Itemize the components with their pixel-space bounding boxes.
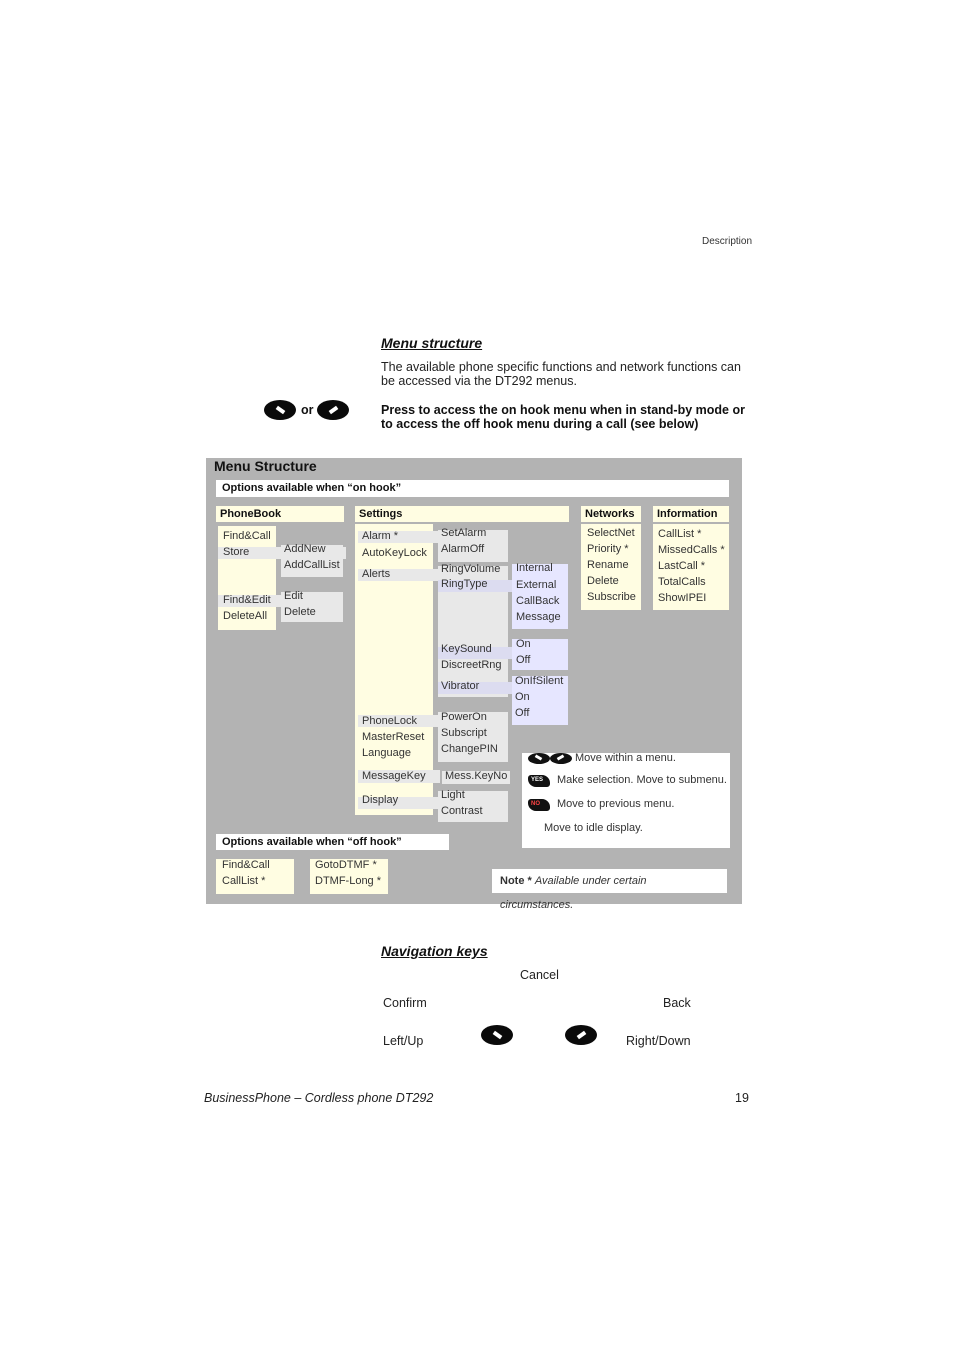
phonebook-item: Find&Call [223, 530, 271, 542]
menu-structure-intro: The available phone specific functions and network functions can be accessed via the DT292 menus. [381, 360, 741, 388]
left-up-key-icon [481, 1025, 513, 1045]
phonebook-item: Find&Edit [223, 594, 271, 606]
vibrator-sub-item: OnIfSilent [515, 675, 564, 687]
ringtype-sub-item: External [516, 579, 557, 591]
alerts-sub-item: KeySound [441, 643, 492, 655]
settings-item: PhoneLock [362, 715, 418, 727]
store-sub-item: AddCallList [284, 559, 340, 571]
phonebook-head: PhoneBook [216, 506, 344, 522]
display-sub-item: Contrast [441, 805, 483, 817]
nav-right-down: Right/Down [626, 1034, 691, 1048]
phonebook-item: Store [223, 546, 250, 558]
phonebook-item: DeleteAll [223, 610, 268, 622]
left-arrow-key-icon [528, 753, 550, 764]
availability-note [492, 869, 727, 911]
settings-head: Settings [355, 506, 569, 522]
settings-item: Language [362, 747, 411, 759]
alerts-sub-item: Vibrator [441, 680, 480, 692]
alarm-sub-item: AlarmOff [441, 543, 485, 555]
alerts-sub-item: RingType [441, 578, 488, 590]
off-hook-item: DTMF-Long * [315, 875, 382, 887]
legend-select: Make selection. Move to submenu. [557, 774, 727, 786]
information-item: TotalCalls [658, 576, 706, 588]
lock-sub-item: PowerOn [441, 711, 487, 723]
off-hook-item: CallList * [222, 875, 266, 887]
menu-structure-heading: Menu structure [381, 335, 483, 351]
note-text: Available under certain circumstances. [500, 875, 647, 911]
yes-key-icon: YES [528, 775, 550, 787]
messagekey-sub-item: Mess.KeyNo [445, 770, 508, 782]
networks-head: Networks [581, 506, 641, 522]
networks-item: Delete [587, 575, 619, 587]
legend-previous: Move to previous menu. [557, 798, 675, 810]
nav-left-up: Left/Up [383, 1034, 424, 1048]
networks-item: Rename [587, 559, 629, 571]
settings-item: MessageKey [362, 770, 426, 782]
diagram-title: Menu Structure [214, 458, 317, 474]
alerts-sub-item: DiscreetRng [441, 659, 502, 671]
nav-back: Back [663, 996, 691, 1010]
right-down-key-icon [565, 1025, 597, 1045]
section-header: Description [702, 236, 753, 247]
page-number: 19 [735, 1091, 749, 1105]
information-item: CallList * [658, 528, 702, 540]
footer-product: BusinessPhone – Cordless phone DT292 [204, 1091, 434, 1105]
settings-item: MasterReset [362, 731, 425, 743]
settings-item: Display [362, 794, 399, 806]
right-arrow-key-icon [550, 753, 572, 764]
nav-cancel: Cancel [520, 968, 559, 982]
nav-confirm: Confirm [383, 996, 427, 1010]
store-sub-item: AddNew [284, 543, 326, 555]
navigation-keys-heading: Navigation keys [381, 943, 488, 959]
ringtype-sub-item: Message [516, 611, 561, 623]
settings-item: AutoKeyLock [362, 547, 427, 559]
keysound-sub-item: Off [516, 654, 531, 666]
networks-item: Priority * [587, 543, 629, 555]
information-item: ShowIPEI [658, 592, 707, 604]
note-label: Note * [500, 875, 532, 887]
legend-idle: Move to idle display. [544, 822, 643, 834]
information-item: MissedCalls * [658, 544, 725, 556]
no-key-icon: NO [528, 799, 550, 811]
edit-sub-item: Delete [284, 606, 316, 618]
information-item: LastCall * [658, 560, 706, 572]
networks-item: Subscribe [587, 591, 636, 603]
ringtype-sub-item: Internal [516, 562, 553, 574]
access-instruction: Press to access the on hook menu when in stand-by mode or to access the off hook menu during a call (see below) [381, 403, 745, 431]
ringtype-sub-item: CallBack [516, 595, 560, 607]
settings-item: Alarm * [362, 530, 399, 542]
on-hook-label: Options available when “on hook” [216, 480, 729, 497]
left-arrow-key-icon [264, 400, 296, 420]
off-hook-item: Find&Call [222, 859, 270, 871]
off-hook-item: GotoDTMF * [315, 859, 377, 871]
alerts-sub-item: RingVolume [441, 563, 501, 575]
vibrator-sub-item: Off [515, 707, 530, 719]
access-keys [264, 400, 350, 420]
keysound-sub-item: On [516, 638, 531, 650]
edit-sub-item: Edit [284, 590, 303, 602]
key-legend [522, 753, 730, 848]
display-sub-item: Light [441, 789, 465, 801]
lock-sub-item: Subscript [441, 727, 487, 739]
information-head: Information [653, 506, 729, 522]
right-arrow-key-icon [317, 400, 349, 420]
vibrator-sub-item: On [515, 691, 530, 703]
off-hook-label: Options available when “off hook” [216, 834, 449, 850]
or-label: or [301, 403, 314, 417]
settings-item: Alerts [362, 568, 391, 580]
legend-move: Move within a menu. [575, 752, 676, 764]
alarm-sub-item: SetAlarm [441, 527, 487, 539]
menu-structure-diagram [206, 458, 742, 911]
lock-sub-item: ChangePIN [441, 743, 498, 755]
networks-item: SelectNet [587, 527, 635, 539]
